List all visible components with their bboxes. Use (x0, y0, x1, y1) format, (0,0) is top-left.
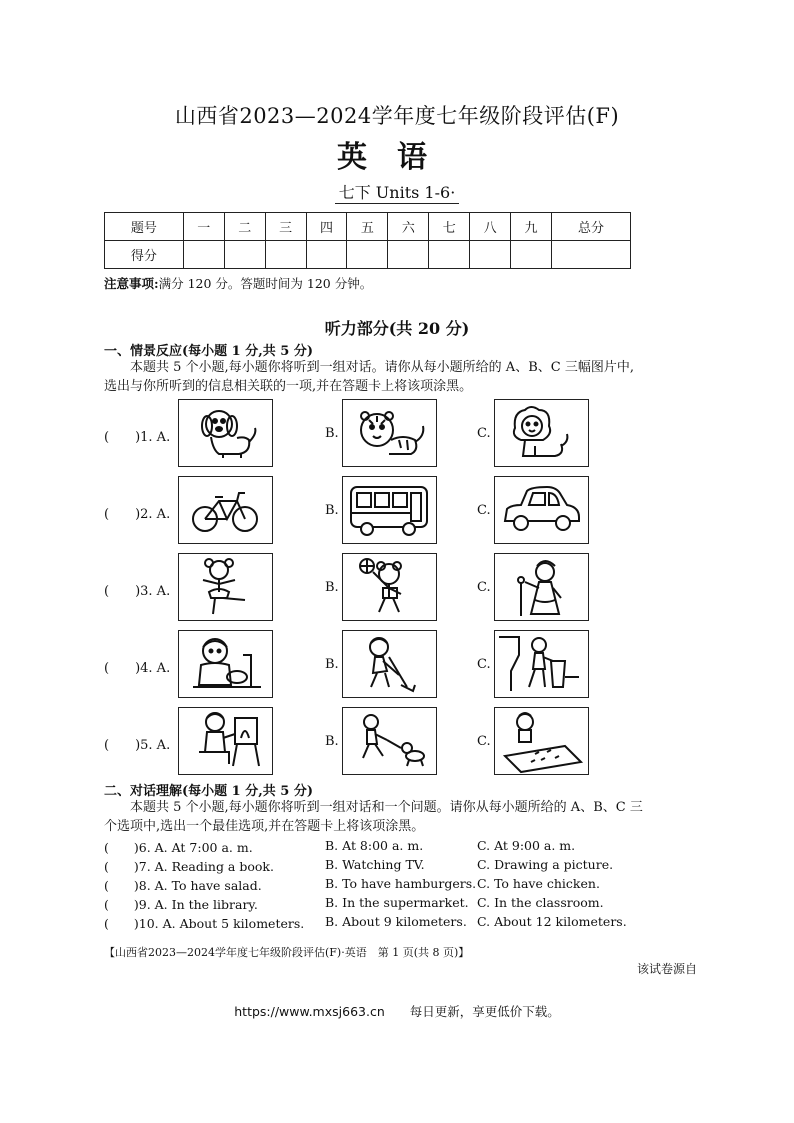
listening-section-title: 听力部分(共 20 分) (324, 319, 470, 338)
table-cell: 五 (347, 213, 388, 241)
source-url-link[interactable]: https://www.mxsj663.cn 每日更新，享更低价下载。 (234, 1004, 560, 1019)
units-subtitle: 七下 Units 1-6· (0, 180, 794, 203)
question-1-label: ( )1. A. (104, 430, 171, 445)
subject-title: 英语 (337, 140, 457, 175)
lion-icon[interactable] (494, 399, 589, 467)
table-cell: 四 (306, 213, 347, 241)
score-cell[interactable] (347, 241, 388, 269)
page-footer: 【山西省2023—2024学年度七年级阶段评估(F)·英语 第 1 页(共 8 页)】 (104, 946, 470, 959)
question-7-c[interactable]: C. Drawing a picture. (477, 857, 614, 872)
question-8-a[interactable]: ( )8. A. To have salad. (104, 878, 262, 893)
score-cell[interactable] (183, 241, 224, 269)
question-6-a[interactable]: ( )6. A. At 7:00 a. m. (104, 840, 253, 855)
question-9-a[interactable]: ( )9. A. In the library. (104, 897, 258, 912)
question-4-b-label: B. (325, 657, 339, 672)
question-9-b[interactable]: B. In the supermarket. (325, 895, 469, 910)
score-cell[interactable] (388, 241, 429, 269)
question-1-b-label: B. (325, 426, 339, 441)
question-5-c-label: C. (477, 734, 491, 749)
score-cell[interactable] (511, 241, 552, 269)
question-6-b[interactable]: B. At 8:00 a. m. (325, 838, 424, 853)
table-cell: 一 (183, 213, 224, 241)
question-8-b[interactable]: B. To have hamburgers. (325, 876, 477, 891)
table-cell: 二 (224, 213, 265, 241)
score-cell[interactable] (470, 241, 511, 269)
part1-instruction: 本题共 5 个小题,每小题你将听到一组对话。请你从每小题所给的 A、B、C 三幅图片中,选出与你所听到的信息相关联的一项,并在答题卡上将该项涂黑。 (104, 360, 634, 394)
question-7-a[interactable]: ( )7. A. Reading a book. (104, 859, 274, 874)
question-2-label: ( )2. A. (104, 507, 171, 522)
bike-icon[interactable] (178, 476, 273, 544)
part2-instruction: 本题共 5 个小题,每小题你将听到一组对话和一个问题。请你从每小题所给的 A、B、C 三个选项中,选出一个最佳选项,并在答题卡上将该项涂黑。 (104, 800, 643, 834)
table-cell: 七 (429, 213, 470, 241)
source-note: 该试卷源自 (637, 962, 698, 976)
question-7-b[interactable]: B. Watching TV. (325, 857, 425, 872)
table-cell: 题号 (105, 213, 184, 241)
question-4-c-label: C. (477, 657, 491, 672)
boy-sweeping-icon[interactable] (342, 630, 437, 698)
question-2-c-label: C. (477, 503, 491, 518)
boy-taking-out-trash-icon[interactable] (494, 630, 589, 698)
question-10-c[interactable]: C. About 12 kilometers. (477, 914, 627, 929)
part2-title: 二、对话理解(每小题 1 分,共 5 分) (104, 784, 314, 799)
basketball-girl-icon[interactable] (342, 553, 437, 621)
question-6-c[interactable]: C. At 9:00 a. m. (477, 838, 576, 853)
score-table (104, 212, 631, 269)
question-8-c[interactable]: C. To have chicken. (477, 876, 600, 891)
exam-title: 山西省2023—2024学年度七年级阶段评估(F) (174, 104, 620, 128)
notice: 注意事项:满分 120 分。答题时间为 120 分钟。 (104, 276, 373, 291)
score-table-score-row (105, 241, 631, 269)
singing-girl-icon[interactable] (494, 553, 589, 621)
score-table-header-row (105, 213, 631, 241)
score-cell[interactable] (429, 241, 470, 269)
table-cell: 九 (511, 213, 552, 241)
boy-playing-chess-icon[interactable] (494, 707, 589, 775)
question-9-c[interactable]: C. In the classroom. (477, 895, 604, 910)
car-icon[interactable] (494, 476, 589, 544)
score-cell[interactable] (306, 241, 347, 269)
question-3-b-label: B. (325, 580, 339, 595)
boy-walking-dog-icon[interactable] (342, 707, 437, 775)
score-cell[interactable] (552, 241, 631, 269)
score-cell[interactable] (265, 241, 306, 269)
bus-icon[interactable] (342, 476, 437, 544)
question-3-c-label: C. (477, 580, 491, 595)
part1-title: 一、情景反应(每小题 1 分,共 5 分) (104, 344, 314, 359)
boy-washing-dishes-icon[interactable] (178, 630, 273, 698)
table-cell: 六 (388, 213, 429, 241)
tiger-icon[interactable] (342, 399, 437, 467)
question-3-label: ( )3. A. (104, 584, 171, 599)
question-5-label: ( )5. A. (104, 738, 171, 753)
table-cell: 八 (470, 213, 511, 241)
table-cell: 总分 (552, 213, 631, 241)
dog-icon[interactable] (178, 399, 273, 467)
table-cell: 得分 (105, 241, 184, 269)
table-cell: 三 (265, 213, 306, 241)
dancing-girl-icon[interactable] (178, 553, 273, 621)
boy-painting-icon[interactable] (178, 707, 273, 775)
question-5-b-label: B. (325, 734, 339, 749)
question-10-a[interactable]: ( )10. A. About 5 kilometers. (104, 916, 305, 931)
question-10-b[interactable]: B. About 9 kilometers. (325, 914, 467, 929)
question-2-b-label: B. (325, 503, 339, 518)
question-4-label: ( )4. A. (104, 661, 171, 676)
question-1-c-label: C. (477, 426, 491, 441)
score-cell[interactable] (224, 241, 265, 269)
